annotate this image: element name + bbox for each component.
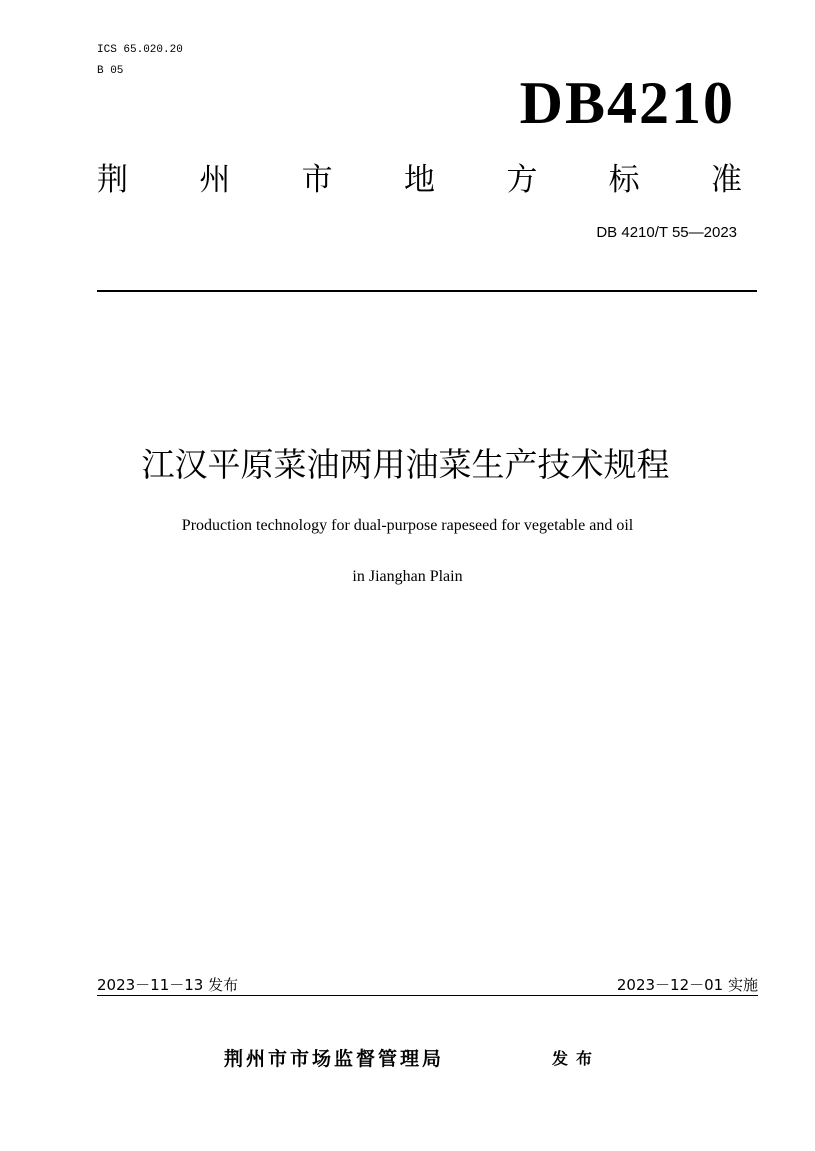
document-title-english-line1: Production technology for dual-purpose rapeseed for vegetable and oil [181,517,634,534]
standard-code-large: DB4210 [519,70,735,136]
ics-code: ICS 65.020.20 [97,44,183,56]
document-title-chinese [0,442,815,488]
standard-type-char: 荆 [97,162,128,198]
publish-label: 发布 [552,1049,601,1068]
top-divider [97,290,757,292]
document-title-chinese-text: 江汉平原菜油两用油菜生产技术规程 [141,445,670,484]
standard-type-heading [97,160,742,200]
standard-type-char: 方 [506,162,538,198]
standard-number: DB 4210/T 55—2023 [596,224,737,241]
bottom-divider [97,995,758,996]
document-title-english-line2: in Jianghan Plain [352,568,463,585]
standard-type-char: 标 [608,162,640,198]
ccs-code: B 05 [97,65,124,77]
standard-type-char: 准 [710,162,742,198]
implementation-date: 2023－12－01 实施 [616,976,758,994]
standard-type-char: 州 [199,162,231,198]
publisher-name: 荆州市市场监督管理局 [224,1048,445,1070]
issue-date: 2023－11－13 发布 [97,976,239,994]
standard-type-char: 市 [301,162,333,198]
standard-type-char: 地 [403,162,435,198]
